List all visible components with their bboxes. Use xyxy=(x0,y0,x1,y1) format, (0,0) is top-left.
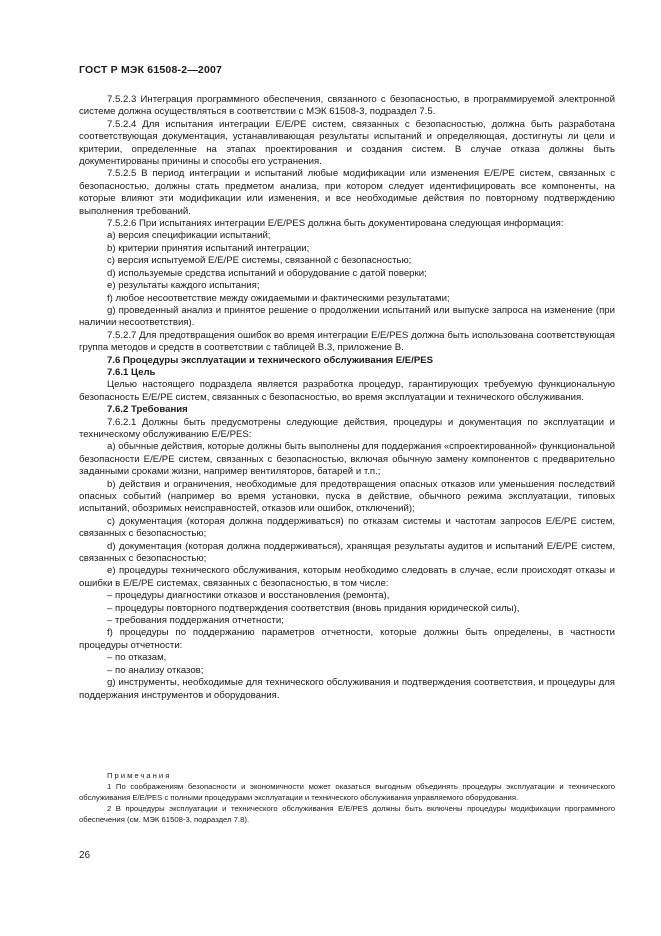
section-heading: 7.6.2 Требования xyxy=(107,404,188,416)
list-item: b) критерии принятия испытаний интеграции; xyxy=(107,242,310,254)
list-item: – процедуры повторного подтверждения соответствия (вновь придания юридической силы), xyxy=(107,602,520,614)
paragraph: 7.5.2.4 Для испытания интеграции E/E/PE систем, связанных с безопасностью, должна быть разработана соответствующая документация, устанавливающая результаты испытаний и определяющая, достигнуты ли цели и критерии, определенные на этапах проектирования и создания систем. В случае отказа должны быть документированы причины и способы его устранения. xyxy=(79,118,615,168)
list-item: – требования поддержания отчетности; xyxy=(107,615,284,627)
list-item: – по анализу отказов; xyxy=(107,664,204,676)
paragraph: g) инструменты, необходимые для технического обслуживания и подтверждения соответствия, и процедуры для поддержания инструментов и оборудования. xyxy=(79,677,615,701)
list-item: a) версия спецификации испытаний; xyxy=(107,230,271,242)
paragraph: 7.6.2.1 Должны быть предусмотрены следующие действия, процедуры и документация по эксплуатации и техническому обслуживанию E/E/PES: xyxy=(79,416,615,440)
paragraph: 7.5.2.5 В период интеграции и испытаний любые модификации или изменения E/E/PE систем, связанных с безопасностью, должны стать предметом анализа, при котором следует идентифицировать все компоненты, на которые влияют эти модификации или изменения, и все необходимые действия по повторному подтверждению выполнения требований. xyxy=(79,168,615,217)
list-item: c) версия испытуемой E/E/PE системы, связанной с безопасностью; xyxy=(107,255,412,267)
paragraph: a) обычные действия, которые должны быть выполнены для поддержания «спроектированной» функциональной безопасности E/E/PE систем, связанных с безопасностью, включая обычную замену компонентов с предварительно заданными сроками жизни, например вентиляторов, батарей и т.п.; xyxy=(79,441,615,478)
paragraph: Целью настоящего подраздела является разработка процедур, гарантирующих требуемую функциональную безопасность E/E/PE систем, связанных с безопасностью, во время эксплуатации и технического обслуживания. xyxy=(79,379,615,403)
paragraph: 7.5.2.6 При испытаниях интеграции E/E/PES должна быть документирована следующая информация: xyxy=(107,218,564,230)
list-item: f) любое несоответствие между ожидаемыми и фактическими результатами; xyxy=(107,292,450,304)
paragraph: c) документация (которая должна поддерживаться) по отказам системы и частотам запросов E/E/PE систем, связанных с безопасностью; xyxy=(79,515,615,540)
paragraph: e) процедуры технического обслуживания, которым необходимо следовать в случае, если происходят отказы и ошибки в E/E/PE системах, связанных с безопасностью, в том числе: xyxy=(79,565,615,589)
paragraph: d) документация (которая должна поддерживаться), хранящая результаты аудитов и испытаний E/E/PE систем, связанных с безопасностью; xyxy=(79,540,615,565)
document-body xyxy=(79,94,615,702)
paragraph: b) действия и ограничения, необходимые для предотвращения опасных отказов или уменьшения последствий опасных событий (например во время установки, пуска в действие, обычного режима эксплуатации, типовых испытаний, обозримых неисправностей, отказов или ошибок, отключений); xyxy=(79,478,615,515)
notes-section xyxy=(79,770,615,825)
paragraph: 7.5.2.7 Для предотвращения ошибок во время интеграции E/E/PES должна быть использована соответствующая группа методов и средств в соответствии с таблицей В.3, приложение В. xyxy=(79,329,615,354)
section-heading: 7.6.1 Цель xyxy=(107,366,156,378)
note-item: 1 По соображениям безопасности и экономичности может оказаться выгодным объединять процедуры эксплуатации и технического обслуживания E/E/PES с полными процедурами эксплуатации и технического обслуживания управляемого оборудования. xyxy=(79,782,615,802)
list-item: – по отказам, xyxy=(107,652,167,664)
paragraph: f) процедуры по поддержанию параметров отчетности, которые должны быть определены, в частности процедуры отчетности: xyxy=(79,627,615,651)
paragraph: g) проведенный анализ и принятое решение о продолжении испытаний или выпуске запроса на изменение (при наличии несоответствия). xyxy=(79,304,615,329)
note-item: 2 В процедуры эксплуатации и технического обслуживания E/E/PES должны быть включены процедуры модификации программного обеспечения (см. МЭК 61508-3, подраздел 7.8). xyxy=(79,804,615,824)
document-header: ГОСТ Р МЭК 61508-2—2007 xyxy=(79,64,223,76)
paragraph: 7.5.2.3 Интеграция программного обеспечения, связанного с безопасностью, в программируемой электронной системе должна осуществляться в соответствии с МЭК 61508-3, подраздел 7.5. xyxy=(79,94,615,118)
page-number: 26 xyxy=(79,850,91,861)
list-item: e) результаты каждого испытания; xyxy=(107,280,260,292)
section-heading: 7.6 Процедуры эксплуатации и технического обслуживания E/E/PES xyxy=(107,354,434,366)
notes-title: Примечания xyxy=(107,771,172,780)
list-item: – процедуры диагностики отказов и восстановления (ремонта), xyxy=(107,590,390,602)
list-item: d) используемые средства испытаний и оборудование с датой поверки; xyxy=(107,267,427,279)
